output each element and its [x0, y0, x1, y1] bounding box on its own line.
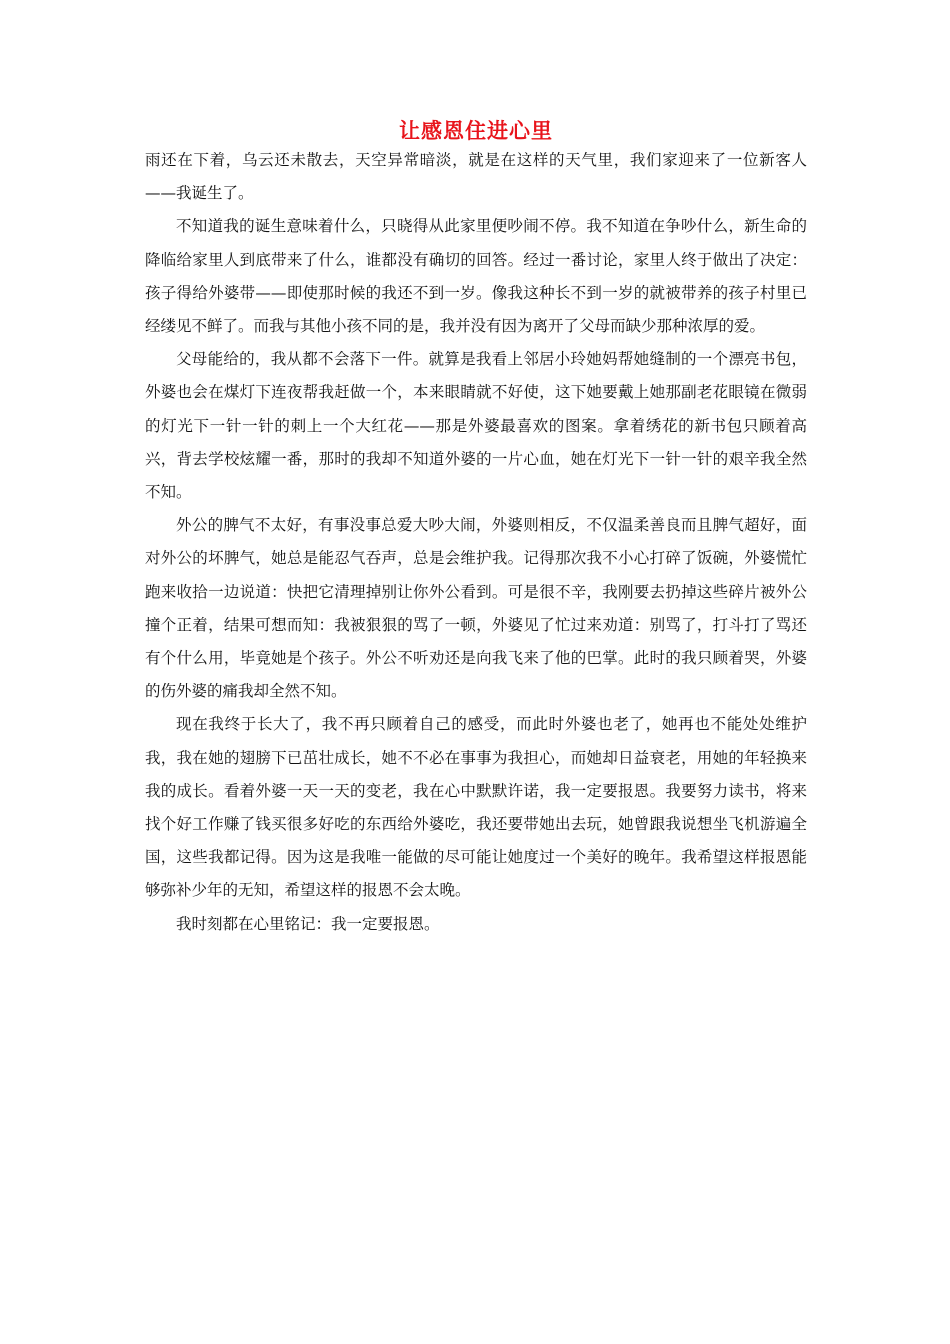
document-page	[145, 118, 807, 941]
paragraph-4: 外公的脾气不太好，有事没事总爱大吵大闹，外婆则相反，不仅温柔善良而且脾气超好，面对外公的坏脾气，她总是能忍气吞声，总是会维护我。记得那次我不小心打碎了饭碗，外婆慌忙跑来收拾一边说道：快把它清理掉别让你外公看到。可是很不辛，我刚要去扔掉这些碎片被外公撞个正着，结果可想而知：我被狠狠的骂了一顿，外婆见了忙过来劝道：别骂了，打斗打了骂还有个什么用，毕竟她是个孩子。外公不听劝还是向我飞来了他的巴掌。此时的我只顾着哭，外婆的伤外婆的痛我却全然不知。	[145, 516, 807, 701]
paragraph-6: 我时刻都在心里铭记：我一定要报恩。	[176, 914, 440, 933]
paragraph-5: 现在我终于长大了，我不再只顾着自己的感受，而此时外婆也老了，她再也不能处处维护我，我在她的翅膀下已茁壮成长，她不不必在事事为我担心，而她却日益衰老，用她的年轻换来我的成长。看着外婆一天一天的变老，我在心中默默许诺，我一定要报恩。我要努力读书，将来找个好工作赚了钱买很多好吃的东西给外婆吃，我还要带她出去玩，她曾跟我说想坐飞机游遍全国，这些我都记得。因为这是我唯一能做的尽可能让她度过一个美好的晚年。我希望这样报恩能够弥补少年的无知，希望这样的报恩不会太晚。	[145, 715, 807, 900]
paragraph-2: 不知道我的诞生意味着什么，只晓得从此家里便吵闹不停。我不知道在争吵什么，新生命的降临给家里人到底带来了什么，谁都没有确切的回答。经过一番讨论，家里人终于做出了决定：孩子得给外婆带——即使那时候的我还不到一岁。像我这种长不到一岁的就被带养的孩子村里已经缕见不鲜了。而我与其他小孩不同的是，我并没有因为离开了父母而缺少那种浓厚的爱。	[145, 217, 807, 336]
paragraph-1: 雨还在下着，乌云还未散去，天空异常暗淡，就是在这样的天气里，我们家迎来了一位新客人——我诞生了。	[145, 151, 807, 203]
paragraph-3: 父母能给的，我从都不会落下一件。就算是我看上邻居小玲她妈帮她缝制的一个漂亮书包，外婆也会在煤灯下连夜帮我赶做一个，本来眼睛就不好使，这下她要戴上她那副老花眼镜在微弱的灯光下一针一针的刺上一个大红花——那是外婆最喜欢的图案。拿着绣花的新书包只顾着高兴，背去学校炫耀一番，那时的我却不知道外婆的一片心血，她在灯光下一针一针的艰辛我全然不知。	[145, 350, 807, 502]
document-title: 让感恩住进心里	[399, 118, 553, 143]
